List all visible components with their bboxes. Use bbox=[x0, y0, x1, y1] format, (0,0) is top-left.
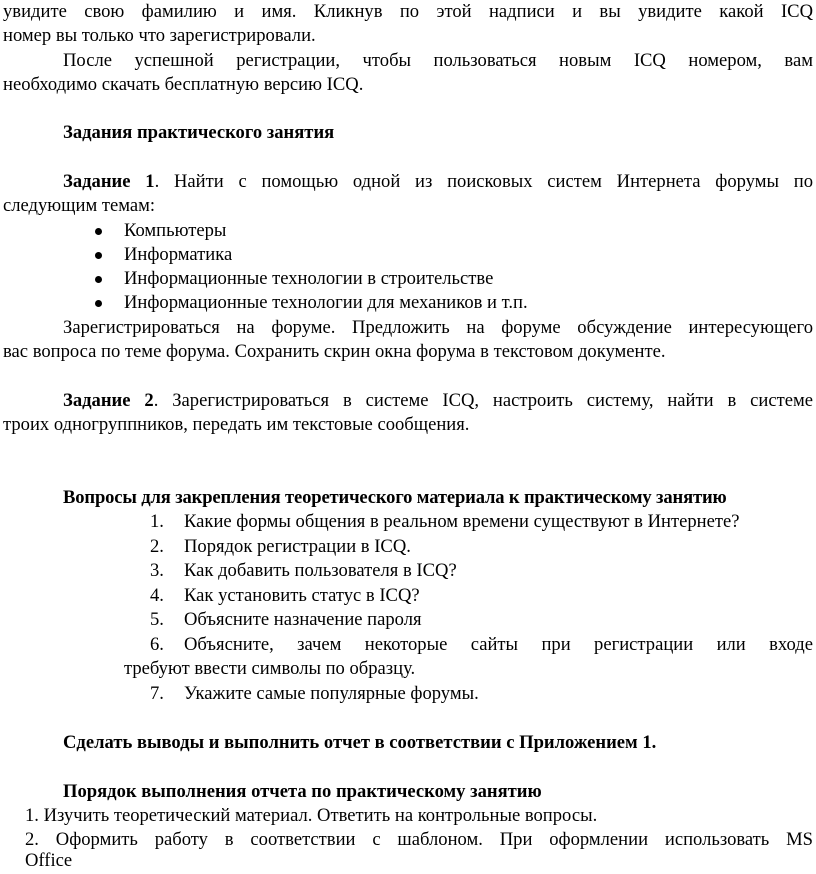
question-number: 4. bbox=[150, 585, 164, 606]
bullet-dot bbox=[95, 252, 102, 259]
conclusion-heading: Сделать выводы и выполнить отчет в соответствии с Приложением 1. bbox=[63, 732, 657, 753]
question-5: Объясните назначение пароля bbox=[184, 609, 422, 630]
report-step-2-cont: Office bbox=[25, 850, 73, 871]
task2-line-2: троих одногруппников, передать им текстовые сообщения. bbox=[3, 414, 470, 435]
report-step-2: 2. Оформить работу в соответствии с шаблоном. При оформлении использовать MS bbox=[25, 829, 813, 850]
question-7: Укажите самые популярные форумы. bbox=[184, 683, 479, 704]
question-number: 1. bbox=[150, 511, 164, 532]
task2-label: Задание 2 bbox=[63, 390, 154, 411]
intro-line-2: номер вы только что зарегистрировали. bbox=[3, 25, 316, 46]
intro-line-4: необходимо скачать бесплатную версию ICQ. bbox=[3, 74, 364, 95]
task1-after-line-2: вас вопроса по теме форума. Сохранить скрин окна форума в текстовом документе. bbox=[3, 341, 666, 362]
question-number: 7. bbox=[150, 683, 164, 704]
task1-bullet-4: Информационные технологии для механиков и т.п. bbox=[124, 292, 528, 313]
task2-line-1 bbox=[63, 389, 813, 413]
task1-line-2: следующим темам: bbox=[3, 195, 156, 216]
task1-label: Задание 1 bbox=[63, 171, 155, 192]
task1-line-1 bbox=[63, 170, 813, 194]
task1-bullet-1: Компьютеры bbox=[124, 220, 227, 241]
question-3: Как добавить пользователя в ICQ? bbox=[184, 560, 457, 581]
bullet-dot bbox=[95, 228, 102, 235]
task1-bullet-3: Информационные технологии в строительстве bbox=[124, 268, 494, 289]
question-number: 5. bbox=[150, 609, 164, 630]
intro-line-3: После успешной регистрации, чтобы пользоваться новым ICQ номером, вам bbox=[63, 50, 813, 71]
task2-text: . Зарегистрироваться в системе ICQ, настроить систему, найти в системе bbox=[153, 390, 813, 411]
question-4: Как установить статус в ICQ? bbox=[184, 585, 420, 606]
task1-bullet-2: Информатика bbox=[124, 244, 233, 265]
tasks-heading: Задания практического занятия bbox=[63, 122, 335, 143]
questions-heading: Вопросы для закрепления теоретического материала к практическому занятию bbox=[63, 487, 727, 508]
question-2: Порядок регистрации в ICQ. bbox=[184, 536, 411, 557]
task1-text: . Найти с помощью одной из поисковых систем Интернета форумы по bbox=[154, 171, 813, 192]
question-number: 3. bbox=[150, 560, 164, 581]
question-6: Объясните, зачем некоторые сайты при регистрации или входе bbox=[184, 634, 813, 655]
bullet-dot bbox=[95, 300, 102, 307]
question-1: Какие формы общения в реальном времени существуют в Интернете? bbox=[184, 511, 740, 532]
intro-line-1: увидите свою фамилию и имя. Кликнув по этой надписи и вы увидите какой ICQ bbox=[3, 1, 813, 22]
task1-after-line-1: Зарегистрироваться на форуме. Предложить на форуме обсуждение интересующего bbox=[63, 317, 813, 338]
question-6-cont: требуют ввести символы по образцу. bbox=[124, 658, 416, 679]
question-number: 2. bbox=[150, 536, 164, 557]
report-step-1: 1. Изучить теоретический материал. Ответить на контрольные вопросы. bbox=[25, 805, 598, 826]
report-heading: Порядок выполнения отчета по практическому занятию bbox=[63, 781, 542, 802]
bullet-dot bbox=[95, 276, 102, 283]
question-number: 6. bbox=[150, 634, 164, 655]
